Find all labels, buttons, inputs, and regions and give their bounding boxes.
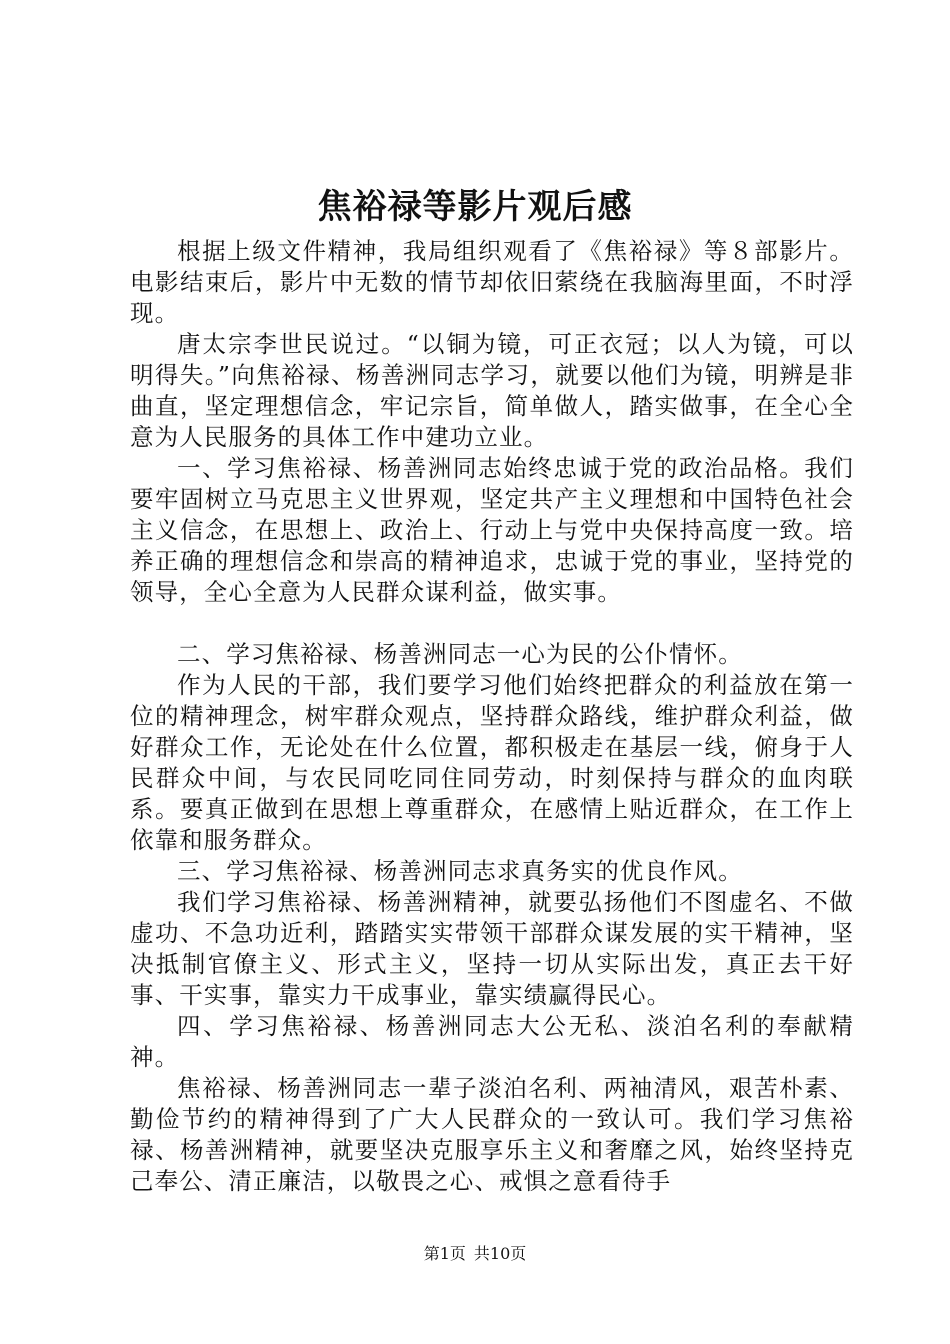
paragraph: 焦裕禄、杨善洲同志一辈子淡泊名利、两袖清风，艰苦朴素、勤俭节约的精神得到了广大人民群众的一致认可。我们学习焦裕禄、杨善洲精神，就要坚决克服享乐主义和奢靡之风，始终坚持克己奉公、清正廉洁，以敬畏之心、戒惧之意看待手 (130, 1074, 854, 1195)
paragraph: 作为人民的干部，我们要学习他们始终把群众的利益放在第一位的精神理念，树牢群众观点，坚持群众路线，维护群众利益，做好群众工作，无论处在什么位置，都积极走在基层一线，俯身于人民群众中间，与农民同吃同住同劳动，时刻保持与群众的血肉联系。要真正做到在思想上尊重群众，在感情上贴近群众，在工作上依靠和服务群众。 (130, 671, 854, 854)
paragraph: 一、学习焦裕禄、杨善洲同志始终忠诚于党的政治品格。我们要牢固树立马克思主义世界观，坚定共产主义理想和中国特色社会主义信念，在思想上、政治上、行动上与党中央保持高度一致。培养正确的理想信念和崇高的精神追求，忠诚于党的事业，坚持党的领导，全心全意为人民群众谋利益，做实事。 (130, 454, 854, 606)
paragraph: 唐太宗李世民说过。“以铜为镜，可正衣冠；以人为镜，可以明得失。”向焦裕禄、杨善洲同志学习，就要以他们为镜，明辨是非曲直，坚定理想信念，牢记宗旨，简单做人，踏实做事，在全心全意为人民服务的具体工作中建功立业。 (130, 330, 854, 451)
section-heading: 三、学习焦裕禄、杨善洲同志求真务实的优良作风。 (177, 857, 743, 885)
page-number: 第1页 (423, 1244, 466, 1263)
document-title: 焦裕禄等影片观后感 (317, 187, 633, 227)
document-body (130, 236, 854, 1197)
paragraph: 我们学习焦裕禄、杨善洲精神，就要弘扬他们不图虚名、不做虚功、不急功近利，踏踏实实带领干部群众谋发展的实干精神，坚决抵制官僚主义、形式主义，坚持一切从实际出发，真正去干好事、干实事，靠实力干成事业，靠实绩赢得民心。 (130, 888, 854, 1009)
section-heading: 二、学习焦裕禄、杨善洲同志一心为民的公仆情怀。 (177, 640, 743, 668)
page-footer (0, 1243, 950, 1265)
page-total: 共10页 (473, 1244, 527, 1263)
section-heading: 四、学习焦裕禄、杨善洲同志大公无私、淡泊名利的奉献精神。 (130, 1012, 854, 1071)
paragraph: 根据上级文件精神，我局组织观看了《焦裕禄》等８部影片。电影结束后，影片中无数的情节却依旧萦绕在我脑海里面，不时浮现。 (130, 237, 854, 327)
